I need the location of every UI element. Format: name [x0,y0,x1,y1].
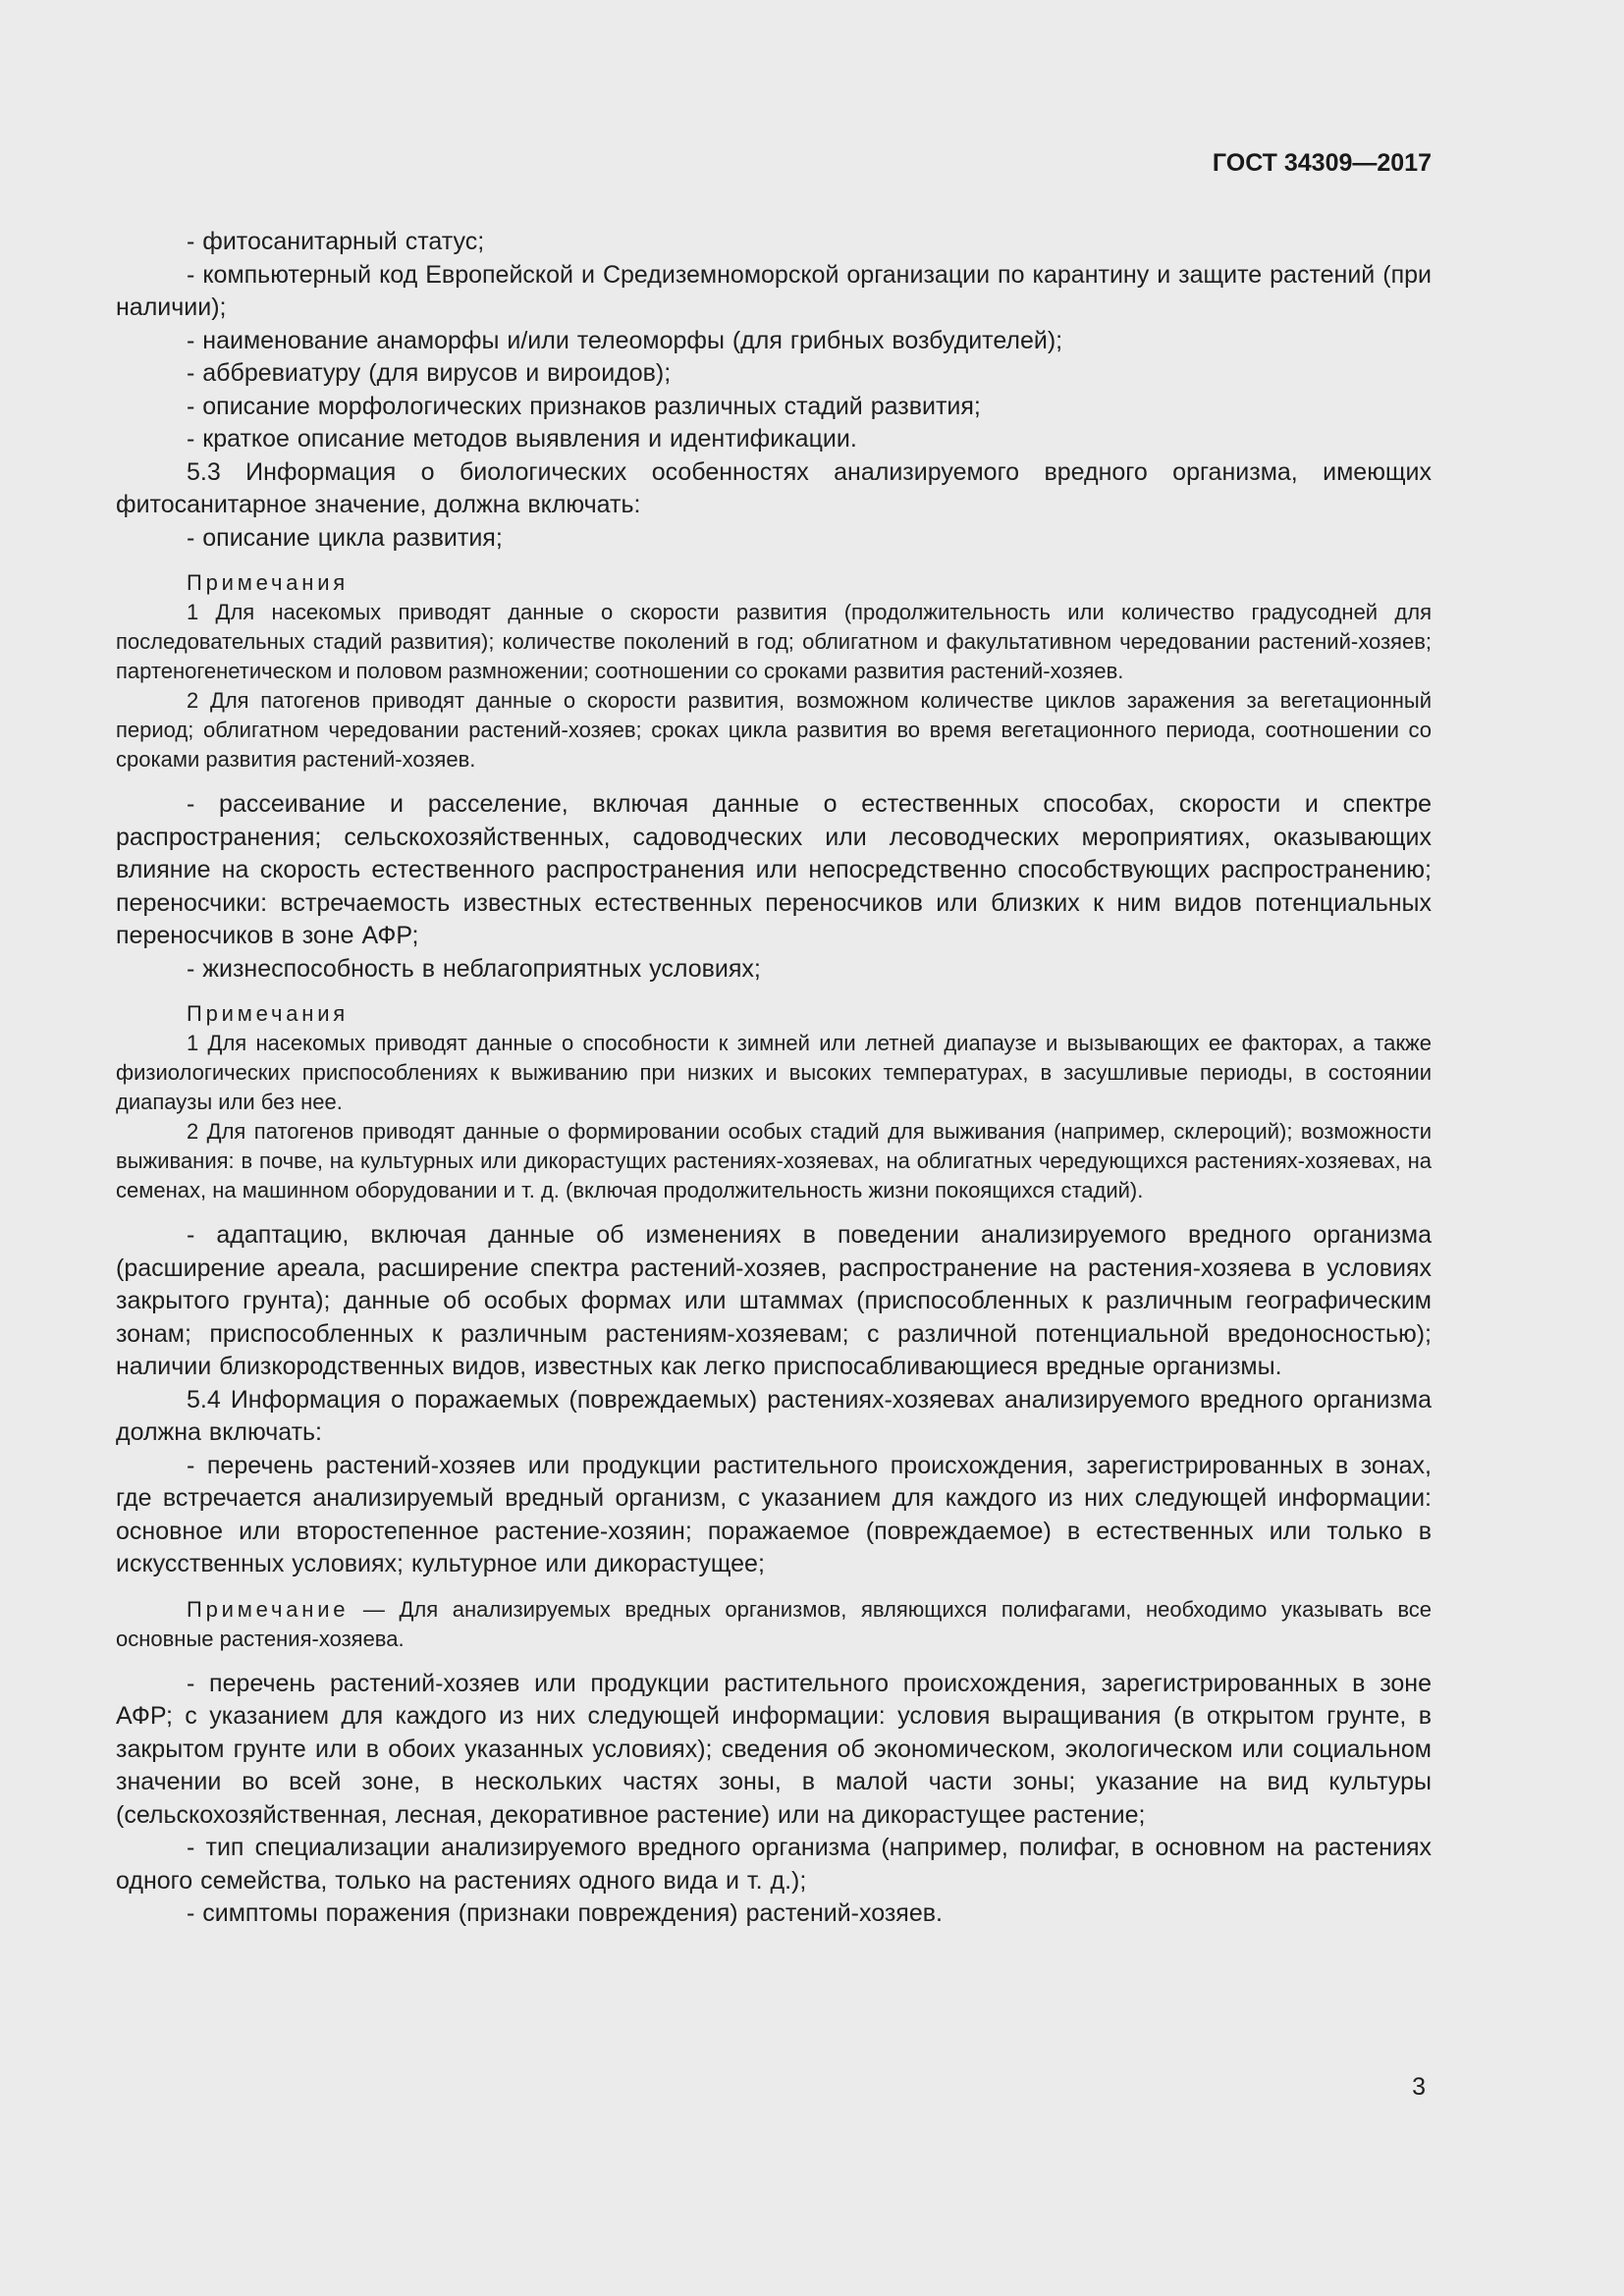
note-insects-development: 1 Для насекомых приводят данные о скорости развития (продолжительность или количество градусодней для последовательных стадий развития); количестве поколений в год; облигатном и факультативном чередовании растений-хозяев; партеногенетическом и половом размножении; соотношении со сроками развития растений-хозяев. [116,600,1432,683]
list-item-host-plants-zones: - перечень растений-хозяев или продукции растительного происхождения, зарегистрированных в зонах, где встречается анализируемый вредный организм, с указанием для каждого из них следующей информации: основное или второстепенное растение-хозяин; поражаемое (повреждаемое) в естественных или только в искусственных условиях; культурное или дикорастущее; [116,1451,1432,1577]
spacer [116,1205,1432,1219]
list-item-anamorph-teleomorph: - наименование анаморфы и/или телеоморфы (для грибных возбудителей); [187,326,1063,354]
notes-heading: Примечания [187,570,350,595]
page-number: 3 [1412,2073,1426,2101]
list-item-adaptation: - адаптацию, включая данные об изменениях в поведении анализируемого вредного организма (расширение ареала, расширение спектра растений-хозяев, распространение на растения-хозяева в условиях закрытого грунта); данные об особых формах или штаммах (приспособленных к различным географическим зонам; приспособленных к различным растениям-хозяевам; с различной потенциальной вредоносностью); наличии близкородственных видов, известных как легко приспосабливающиеся вредные организмы. [116,1221,1432,1380]
spacer [116,1654,1432,1668]
note-insects-survival: 1 Для насекомых приводят данные о способности к зимней или летней диапаузе и вызывающих ее факторах, а также физиологических приспособлениях к выживанию при низких и высоких температурах, в засушливые периоды, в состоянии диапаузы или без нее. [116,1031,1432,1114]
note-text: — Для анализируемых вредных организмов, являющихся полифагами, необходимо указывать все основные растения-хозяева. [116,1596,1432,1651]
note-pathogens-survival: 2 Для патогенов приводят данные о формировании особых стадий для выживания (например, склероций); возможности выживания: в почве, на культурных или дикорастущих растениях-хозяевах, на облигатных чередующихся растениях-хозяевах, на семенах, на машинном оборудовании и т. д. (включая продолжительность жизни покоящихся стадий). [116,1119,1432,1202]
list-item-morphology: - описание морфологических признаков различных стадий развития; [187,392,981,420]
standard-code-header: ГОСТ 34309—2017 [1212,149,1432,177]
section-5-3: 5.3 Информация о биологических особенностях анализируемого вредного организма, имеющих фитосанитарное значение, должна включать: [116,457,1432,518]
list-item-abbreviation: - аббревиатуру (для вирусов и вироидов); [187,359,672,387]
list-item-eppo-code: - компьютерный код Европейской и Средиземноморской организации по карантину и защите растений (при наличии); [116,260,1432,321]
note-polyphagous [116,1595,1432,1654]
note-heading-inline: Примечание [187,1596,350,1622]
list-item-phytosanitary-status: - фитосанитарный статус; [187,228,485,255]
document-body [116,226,1432,1931]
list-item-life-cycle: - описание цикла развития; [187,523,503,552]
note-pathogens-development: 2 Для патогенов приводят данные о скорости развития, возможном количестве циклов заражения за вегетационный период; облигатном чередовании растений-хозяев; сроках цикла развития во время вегетационного периода, соотношении со сроками развития растений-хозяев. [116,688,1432,772]
notes-heading: Примечания [187,1001,350,1026]
list-item-host-plants-pra-zone: - перечень растений-хозяев или продукции растительного происхождения, зарегистрированных в зоне АФР; с указанием для каждого из них следующей информации: условия выращивания (в открытом грунте, в закрытом грунте или в обоих указанных условиях); сведения об экономическом, экологическом или социальном значении во всей зоне, в нескольких частях зоны, в малой части зоны; указание на вид культуры (сельскохозяйственная, лесная, декоративное растение) или на дикорастущее растение; [116,1669,1432,1829]
list-item-dispersal: - рассеивание и расселение, включая данные о естественных способах, скорости и спектре распространения; сельскохозяйственных, садоводческих или лесоводческих мероприятиях, оказывающих влияние на скорость естественного распространения или непосредственно способствующих распространению; переносчики: встречаемость известных естественных переносчиков или близких к ним видов потенциальных переносчиков в зоне АФР; [116,790,1432,949]
list-item-specialization: - тип специализации анализируемого вредного организма (например, полифаг, в основном на растениях одного семейства, только на растениях одного вида и т. д.); [116,1834,1432,1895]
section-5-4: 5.4 Информация о поражаемых (повреждаемых) растениях-хозяевах анализируемого вредного организма должна включать: [116,1385,1432,1446]
document-page [116,0,1432,2296]
list-item-viability: - жизнеспособность в неблагоприятных условиях; [187,954,761,983]
list-item-symptoms: - симптомы поражения (признаки повреждения) растений-хозяев. [187,1899,943,1927]
spacer [116,774,1432,788]
list-item-detection-methods: - краткое описание методов выявления и идентификации. [187,425,857,453]
